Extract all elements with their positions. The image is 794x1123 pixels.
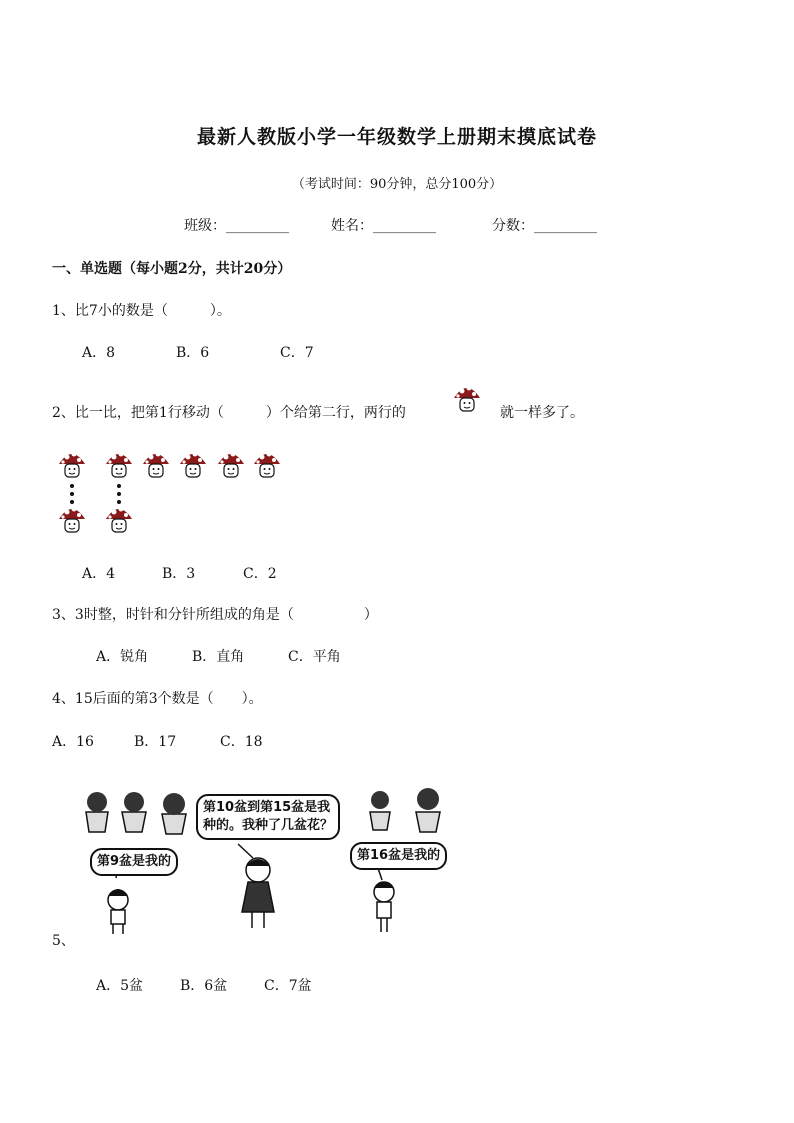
speech-bubble-middle: [196, 794, 340, 840]
class-field: 班级：_________: [184, 218, 289, 234]
q2-option-a: A．4: [82, 566, 116, 582]
q2-option-b: B．3: [162, 566, 196, 582]
flowerpot-illustration: [78, 782, 468, 940]
score-field: 分数：_________: [492, 218, 597, 234]
q5-option-c: C．7盆: [264, 978, 312, 994]
exam-subtitle: （考试时间：90分钟，总分100分）: [291, 177, 503, 192]
mushroom-icon: [141, 448, 171, 480]
mushroom-icon: [452, 382, 482, 414]
q1-option-b: B．6: [176, 345, 210, 361]
q2-option-c: C．2: [243, 566, 277, 582]
q4-option-b: B．17: [134, 734, 177, 750]
section-heading: 一、单选题（每小题2分，共计20分）: [52, 261, 292, 277]
q3-option-b: B．直角: [192, 649, 245, 665]
question-5: 5、: [52, 933, 75, 949]
mushroom-icon: [57, 448, 87, 480]
q5-option-a: A．5盆: [96, 978, 144, 994]
bubble-middle-line-1: 第10盆到第15盆是我: [203, 800, 331, 815]
q4-option-a: A．16: [52, 734, 94, 750]
question-2-stem: 2、比一比，把第1行移动（ ）个给第二行，两行的: [52, 405, 406, 421]
speech-bubble-right: 第16盆是我的: [350, 842, 447, 870]
mushroom-icon: [57, 503, 87, 535]
mushroom-icon: [216, 448, 246, 480]
mushroom-icon: [178, 448, 208, 480]
q1-option-c: C．7: [280, 345, 314, 361]
q3-option-a: A．锐角: [96, 649, 149, 665]
page-title: 最新人教版小学一年级数学上册期末摸底试卷: [196, 126, 597, 148]
speech-bubble-left: 第9盆是我的: [90, 848, 178, 876]
question-1: 1、比7小的数是（ ）。: [52, 303, 231, 319]
question-2-stem-end: 就一样多了。: [500, 405, 584, 421]
name-field: 姓名：_________: [331, 218, 436, 234]
question-4: 4、15后面的第3个数是（ ）。: [52, 691, 263, 707]
mushroom-icon: [104, 503, 134, 535]
bubble-middle-line-2: 种的。我种了几盆花？: [203, 818, 334, 833]
q5-option-b: B．6盆: [180, 978, 228, 994]
mushroom-icon: [252, 448, 282, 480]
q1-option-a: A．8: [82, 345, 116, 361]
mushroom-icon: [104, 448, 134, 480]
q4-option-c: C．18: [220, 734, 263, 750]
question-3: 3、3时整，时针和分针所组成的角是（ ）: [52, 607, 378, 623]
q3-option-c: C．平角: [288, 649, 341, 665]
